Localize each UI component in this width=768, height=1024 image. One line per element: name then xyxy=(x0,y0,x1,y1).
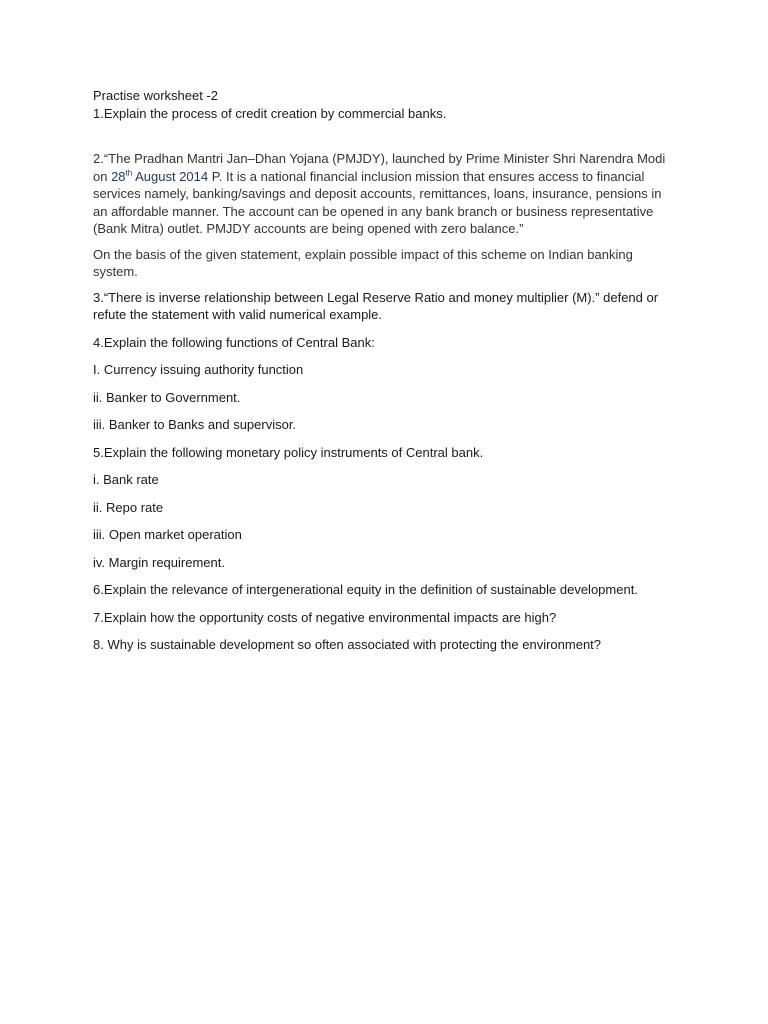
question-7: 7.Explain how the opportunity costs of negative environmental impacts are high? xyxy=(93,609,557,625)
question-2-statement xyxy=(93,150,668,238)
question-4-heading: 4.Explain the following functions of Central Bank: xyxy=(93,334,375,350)
question-4-item: I. Currency issuing authority function xyxy=(93,362,304,377)
question-8: 8. Why is sustainable development so often associated with protecting the environment? xyxy=(93,637,602,652)
question-5-item: iii. Open market operation xyxy=(93,527,242,542)
question-6: 6.Explain the relevance of intergenerational equity in the definition of sustainable development. xyxy=(93,582,638,597)
question-2-text-a: 2.“The Pradhan Mantri Jan–Dhan Yojana (PMJDY), launched by Prime Minister Shri Narendra Modi on xyxy=(93,151,666,184)
document-body xyxy=(93,87,668,664)
question-5-item: ii. Repo rate xyxy=(93,499,164,515)
question-2-date-suffix: th xyxy=(125,168,133,178)
question-3: 3.“There is inverse relationship between Legal Reserve Ratio and money multiplier (M).” defend or refute the statement with valid numerical example. xyxy=(93,289,659,322)
question-4-item: iii. Banker to Banks and supervisor. xyxy=(93,417,297,432)
question-4-item: ii. Banker to Government. xyxy=(93,389,241,405)
question-2-text-b: P. It is a national financial inclusion mission that ensures access to financial services namely, banking/savings and deposit accounts, remittances, loans, insurance, pensions in an affordable manner. The account can be opened in any bank branch or business representative (Bank Mitra) outlet. PMJDY accounts are being opened with zero balance.” xyxy=(93,168,662,236)
worksheet-title: Practise worksheet -2 xyxy=(93,88,218,103)
question-5-item: i. Bank rate xyxy=(93,472,159,487)
question-2-date-rest: August 2014 xyxy=(132,168,209,184)
question-5-heading: 5.Explain the following monetary policy instruments of Central bank. xyxy=(93,444,484,460)
question-2-prompt: On the basis of the given statement, explain possible impact of this scheme on Indian banking system. xyxy=(93,246,633,279)
question-2-date-day: 28 xyxy=(111,168,126,184)
question-5-item: iv. Margin requirement. xyxy=(93,554,225,570)
question-1: 1.Explain the process of credit creation by commercial banks. xyxy=(93,105,447,121)
